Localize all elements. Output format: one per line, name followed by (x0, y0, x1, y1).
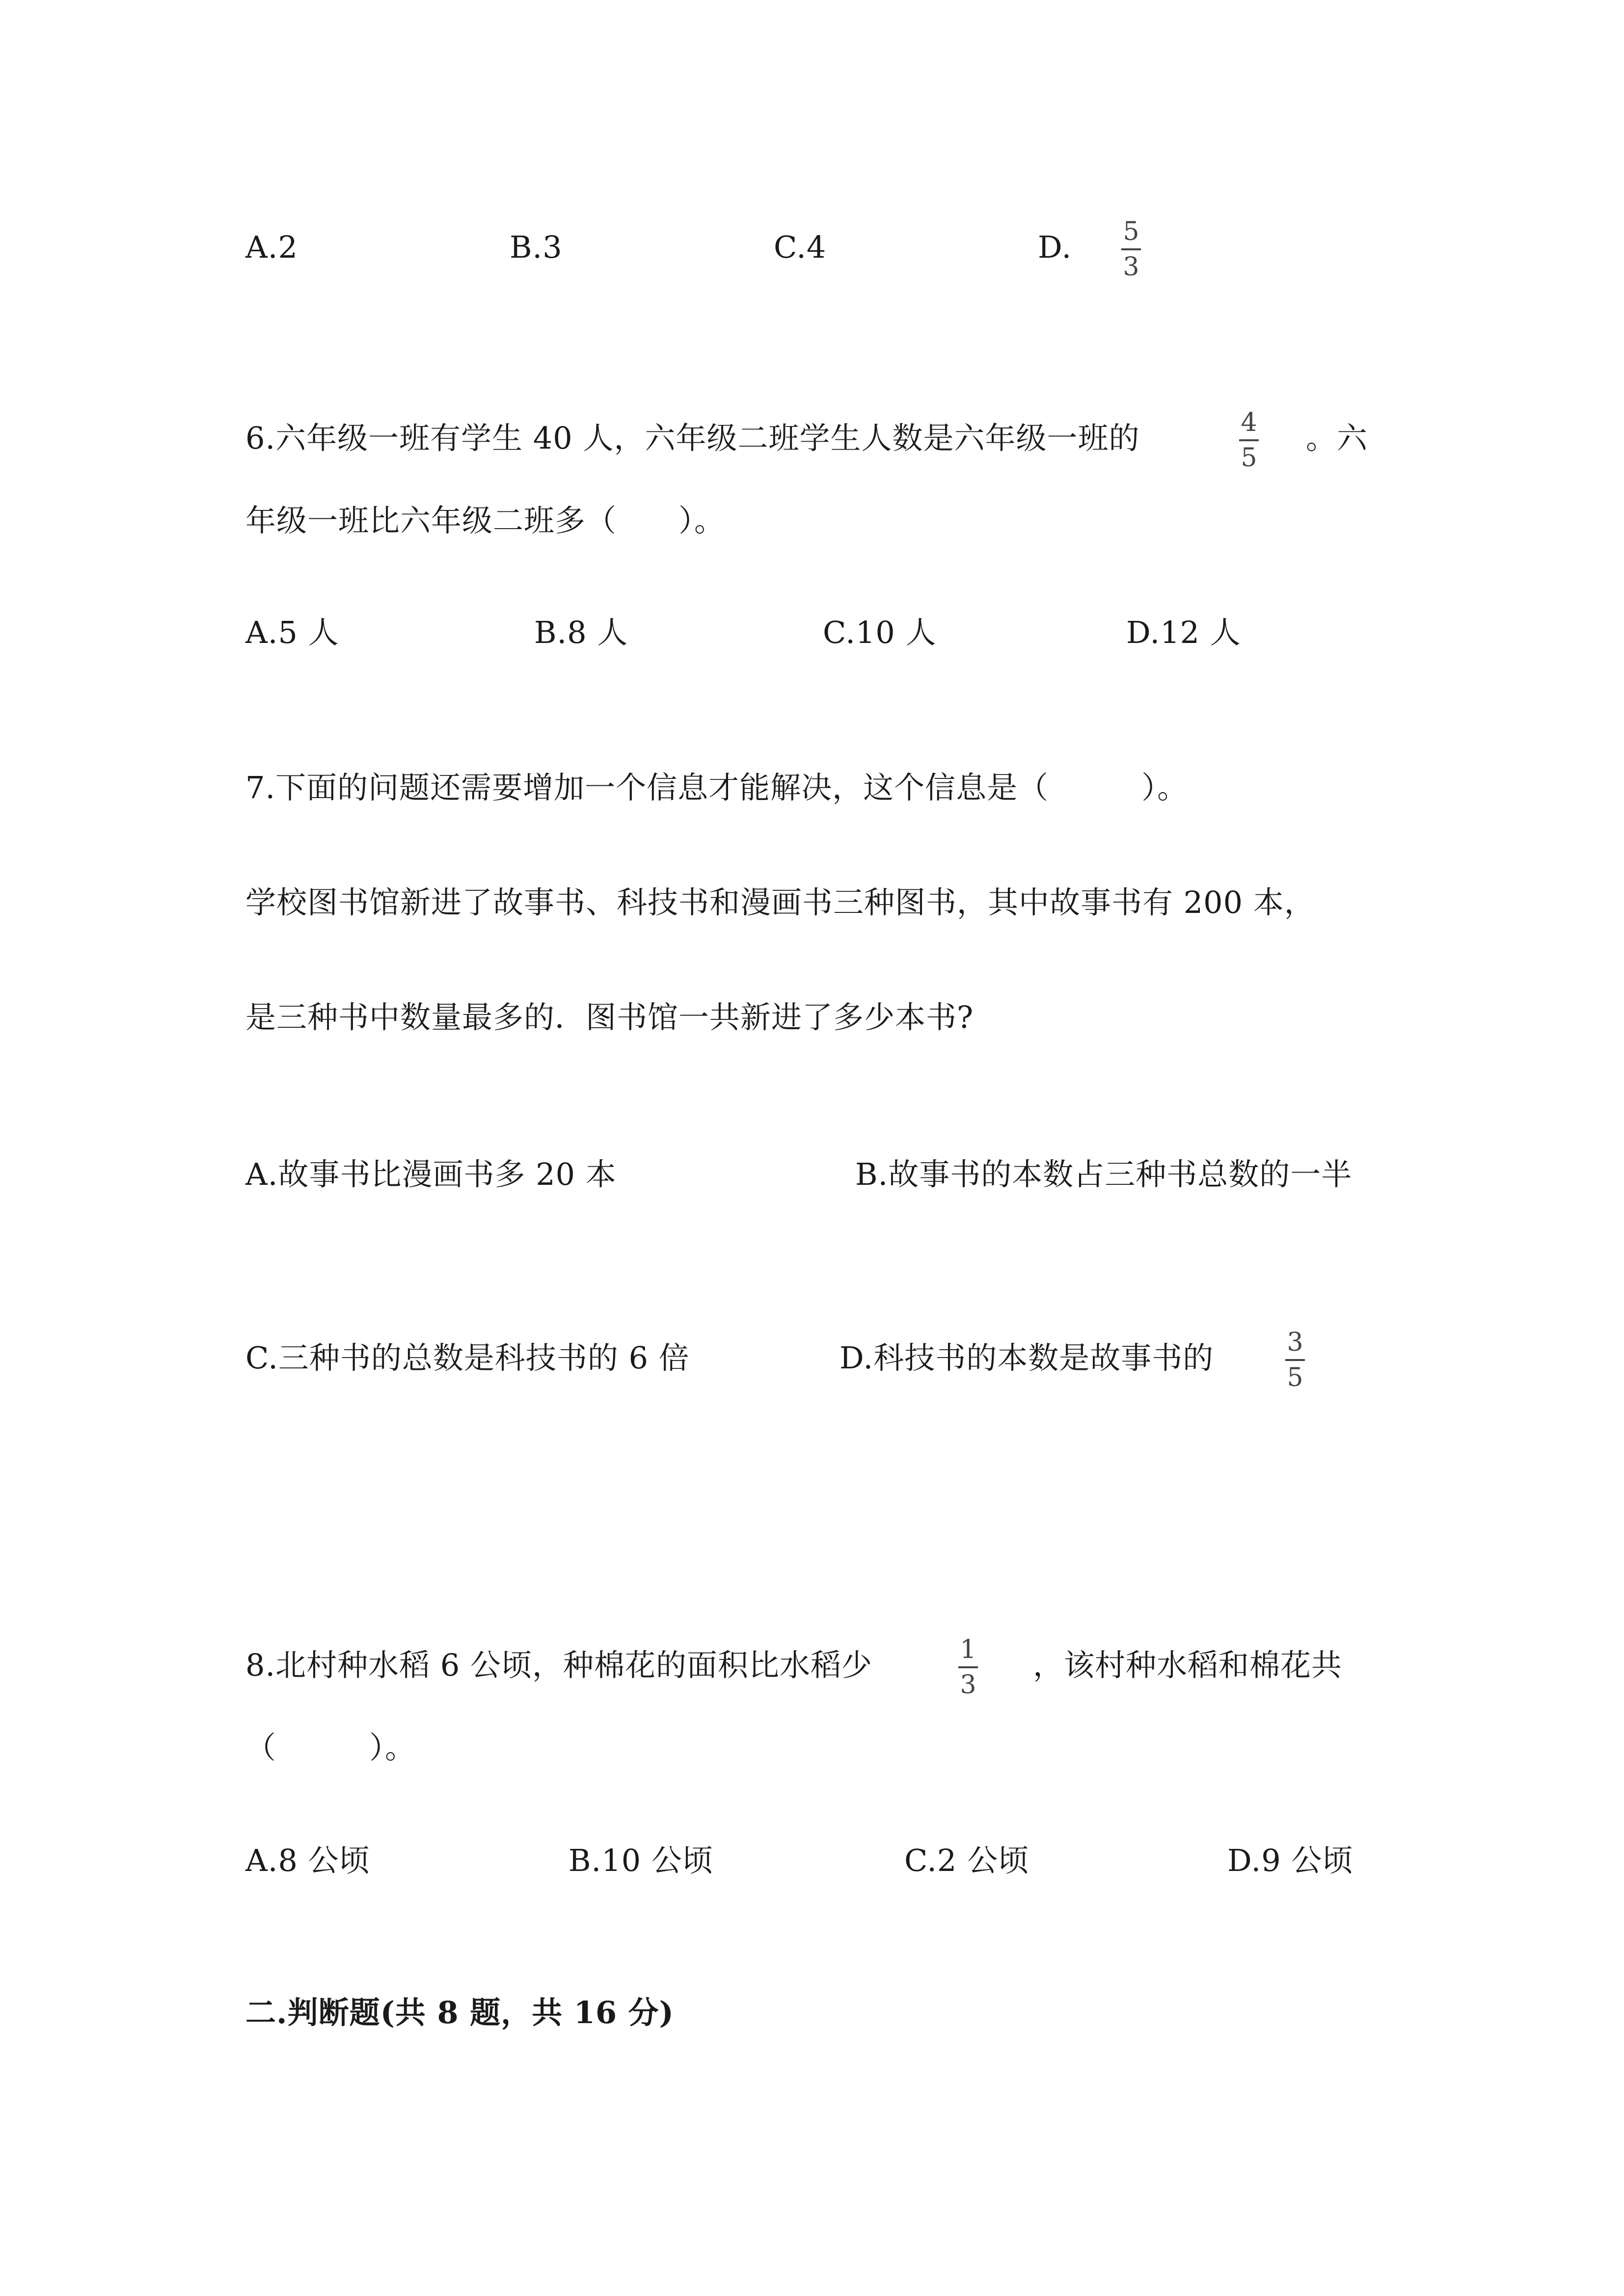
q8-option-d[interactable]: D.9 公顷 (1227, 1842, 1353, 1878)
q5-option-a[interactable]: A.2 (245, 229, 298, 265)
q5-option-b[interactable]: B.3 (510, 229, 563, 265)
q7-option-d[interactable]: D.科技书的本数是故事书的 (839, 1340, 1214, 1376)
q5-option-d[interactable]: D. (1038, 229, 1072, 265)
fraction-denominator: 5 (1241, 443, 1257, 473)
fraction-bar (958, 1666, 978, 1668)
q5-option-c[interactable]: C.4 (774, 229, 827, 265)
q6-fraction (1239, 410, 1259, 471)
q8-question-text-tail: ，该村种水稻和棉花共 (1033, 1647, 1343, 1683)
q6-option-a[interactable]: A.5 人 (245, 614, 339, 650)
q8-option-b[interactable]: B.10 公顷 (568, 1842, 713, 1878)
q8-option-c[interactable]: C.2 公顷 (904, 1842, 1029, 1878)
q6-option-c[interactable]: C.10 人 (823, 614, 937, 650)
fraction-denominator: 3 (1123, 252, 1139, 282)
q6-option-d[interactable]: D.12 人 (1126, 614, 1241, 650)
q6-question-text: 6.六年级一班有学生 40 人，六年级二班学生人数是六年级一班的 (245, 420, 1140, 456)
section-heading: 二.判断题(共 8 题，共 16 分) (245, 1995, 675, 2030)
fraction-numerator: 4 (1241, 408, 1257, 437)
fraction-bar (1121, 248, 1141, 250)
q8-question-text-line2: （ ）。 (245, 1730, 416, 1765)
q8-option-a[interactable]: A.8 公顷 (245, 1842, 370, 1878)
q6-question-text-line2: 年级一班比六年级二班多（ ）。 (245, 503, 726, 538)
q7-option-b[interactable]: B.故事书的本数占三种书总数的一半 (855, 1156, 1353, 1192)
fraction-denominator: 3 (960, 1670, 976, 1700)
q8-fraction (958, 1637, 978, 1698)
fraction-numerator: 1 (960, 1635, 976, 1664)
q7-problem-line2: 是三种书中数量最多的．图书馆一共新进了多少本书? (245, 999, 974, 1035)
q6-option-b[interactable]: B.8 人 (534, 614, 628, 650)
q8-question-text: 8.北村种水稻 6 公顷，种棉花的面积比水稻少 (245, 1647, 873, 1683)
fraction-numerator: 3 (1287, 1328, 1303, 1357)
q7-option-c[interactable]: C.三种书的总数是科技书的 6 倍 (245, 1340, 690, 1376)
q7-option-a[interactable]: A.故事书比漫画书多 20 本 (245, 1156, 617, 1192)
q7-problem-line1: 学校图书馆新进了故事书、科技书和漫画书三种图书，其中故事书有 200 本， (245, 884, 1315, 920)
q7-question-text: 7.下面的问题还需要增加一个信息才能解决，这个信息是（ ）。 (245, 770, 1189, 805)
q5-option-d-fraction (1121, 219, 1141, 280)
q6-question-text-tail: 。六 (1306, 420, 1368, 456)
fraction-bar (1239, 439, 1259, 441)
fraction-denominator: 5 (1287, 1363, 1303, 1392)
fraction-bar (1285, 1359, 1305, 1361)
q7-option-d-fraction (1285, 1330, 1305, 1390)
fraction-numerator: 5 (1123, 217, 1139, 246)
